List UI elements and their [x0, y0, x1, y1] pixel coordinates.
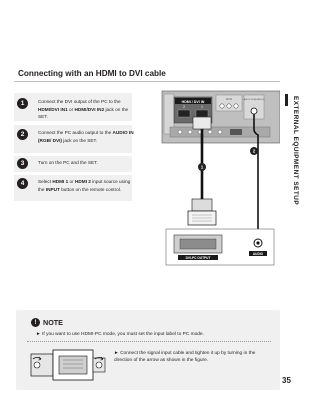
step-1-text: Connect the DVI output of the PC to the HDMI/DVI IN1 or HDMI/DVI IN2 jack on the SET.	[38, 99, 129, 120]
hdmi-plug	[193, 117, 211, 129]
page-number: 35	[282, 376, 291, 385]
note-divider	[27, 341, 271, 342]
heading-rule	[14, 81, 280, 82]
dvi-plug	[192, 199, 212, 211]
step-3-text: Turn on the PC and the SET.	[38, 160, 98, 165]
section-tab-label: EXTERNAL EQUIPMENT SETUP	[292, 96, 299, 206]
step-4-text: Select HDMI 1 or HDMI 2 input source using the INPUT button on the remote control.	[38, 179, 131, 192]
page-heading: Connecting with an HDMI to DVI cable	[18, 69, 166, 78]
note-title: NOTE	[43, 318, 63, 327]
step-4-number: 4	[17, 178, 28, 189]
note-line-1: ► If you want to use HDMI-PC mode, you must set the input label to PC mode.	[36, 332, 204, 337]
port-label-2: 2	[183, 105, 185, 109]
hdmi-dvi-panel-label: HDMI / DVI IN	[181, 100, 205, 104]
audio-in-jack	[251, 108, 257, 114]
step-2-number: 2	[17, 129, 28, 140]
pc-audio-label: AUDIO	[252, 251, 264, 256]
note-line-2: ► Connect the signal input cable and tighten it up by turning in the direction of the arrow as shown in the figure.	[114, 351, 256, 364]
av-in-label: AV IN	[225, 98, 233, 101]
step-3-number: 3	[17, 158, 28, 169]
audio-in-label: AUDIO IN (RGB/DVI)	[243, 99, 265, 101]
hdmi-port-2	[178, 110, 190, 117]
connector-tighten-diagram	[27, 346, 109, 386]
section-tab-marker	[285, 94, 288, 106]
warning-icon: !	[31, 318, 40, 327]
step-1-number: 1	[17, 98, 28, 109]
svg-text:1: 1	[200, 164, 204, 170]
hdmi-port-1	[196, 110, 208, 117]
connection-diagram	[140, 89, 280, 289]
svg-text:2: 2	[252, 148, 256, 154]
dvi-pc-output-label: DVI-PC OUTPUT	[185, 255, 211, 260]
port-label-1: 1	[201, 105, 203, 109]
dvi-pc-output-port	[180, 239, 216, 249]
step-2-text: Connect the PC audio output to the AUDIO IN (RGB/ DVI) jack on the SET.	[38, 130, 134, 143]
